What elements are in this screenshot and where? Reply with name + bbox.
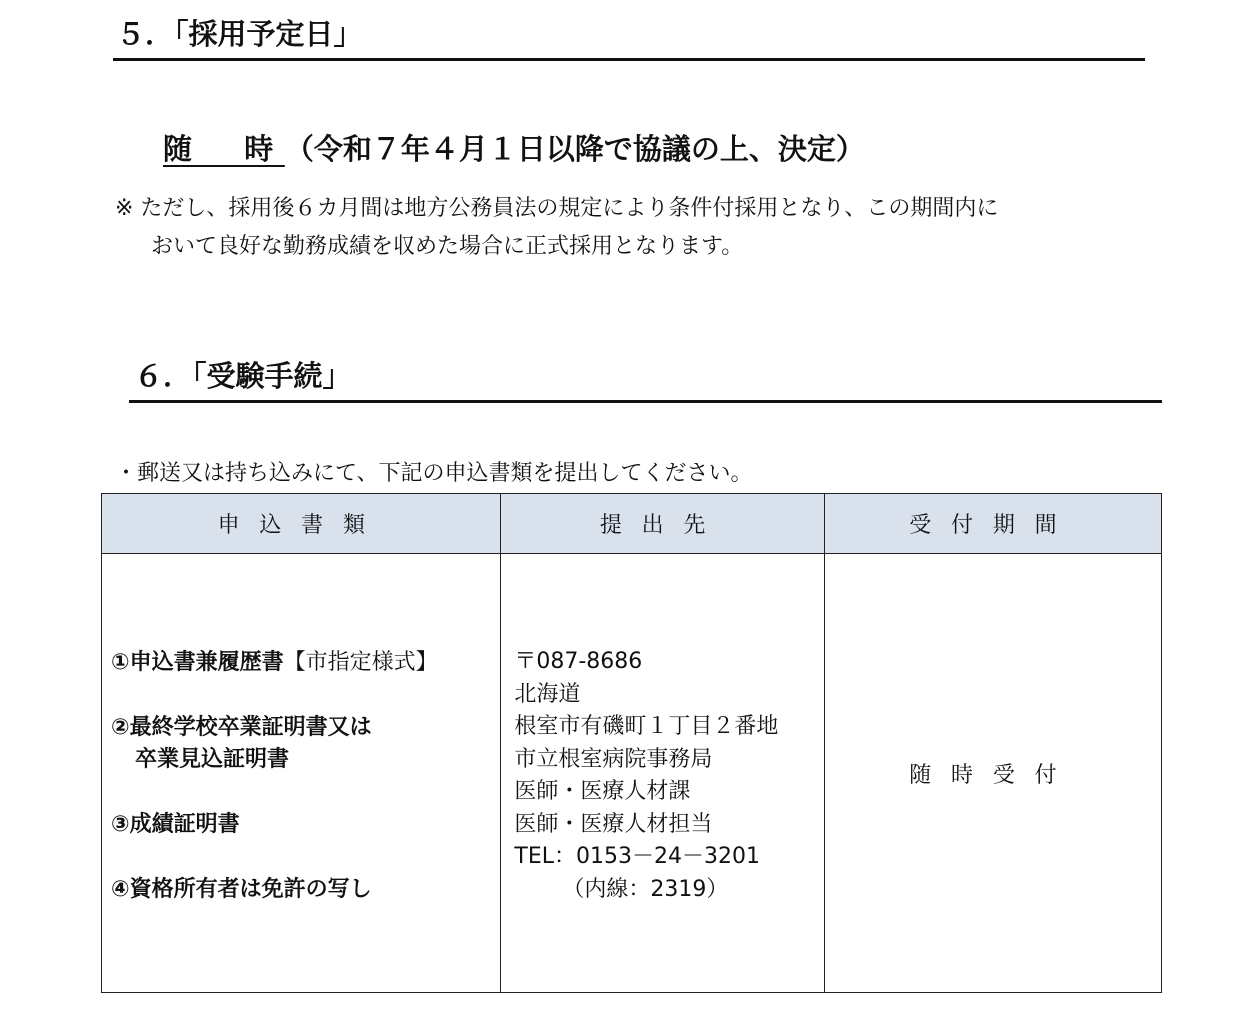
section-5-divider xyxy=(113,58,1145,61)
document-item-1 xyxy=(111,647,499,679)
address-office: 市立根室病院事務局 xyxy=(514,746,713,772)
document-item-1-label: ①申込書兼履歴書 xyxy=(111,649,284,675)
document-item-2-line-1: ②最終学校卒業証明書又は xyxy=(111,714,372,740)
application-table xyxy=(101,493,1162,993)
reception-period: 随時受付 xyxy=(824,554,1161,993)
postal-code: 〒087-8686 xyxy=(514,649,643,674)
phone-number: TEL：0153－24－3201 xyxy=(514,844,760,869)
address-staff: 医師・医療人材担当 xyxy=(514,811,713,837)
hiring-date-main: 随 時 xyxy=(163,132,285,166)
document-item-1-note: 【市指定様式】 xyxy=(283,649,438,675)
documents-list xyxy=(103,641,499,906)
header-period: 受付期間 xyxy=(824,494,1161,554)
hiring-date-detail: （令和７年４月１日以降で協議の上、決定） xyxy=(284,132,865,166)
section-5-heading: ５．「採用予定日」 xyxy=(116,17,363,51)
table-header-row xyxy=(102,494,1162,554)
address-section: 医師・医療人材課 xyxy=(514,779,691,804)
section-6-heading: ６．「受験手続」 xyxy=(134,359,352,393)
table-row xyxy=(102,554,1162,993)
document-item-3: ③成績証明書 xyxy=(111,811,240,837)
header-submit-to: 提出先 xyxy=(501,494,824,554)
hiring-date xyxy=(163,132,865,166)
documents-cell xyxy=(102,554,501,993)
submission-address xyxy=(502,640,822,906)
section-6-divider xyxy=(129,400,1162,403)
document-item-2 xyxy=(111,712,499,776)
probation-note-line-1: ※ ただし、採用後６カ月間は地方公務員法の規定により条件付採用となり、この期間内に xyxy=(115,196,999,221)
document-item-2-line-2: 卒業見込証明書 xyxy=(135,746,290,772)
address-cell xyxy=(501,554,824,993)
submission-instruction: ・郵送又は持ち込みにて、下記の申込書類を提出してください。 xyxy=(115,461,753,486)
address-street: 根室市有磯町１丁目２番地 xyxy=(514,714,779,739)
phone-extension: （内線：2319） xyxy=(562,876,729,902)
document-item-4: ④資格所有者は免許の写し xyxy=(111,876,372,902)
address-prefecture: 北海道 xyxy=(514,681,581,707)
probation-note-line-2: おいて良好な勤務成績を収めた場合に正式採用となります。 xyxy=(151,234,744,259)
header-documents: 申込書類 xyxy=(102,494,501,554)
